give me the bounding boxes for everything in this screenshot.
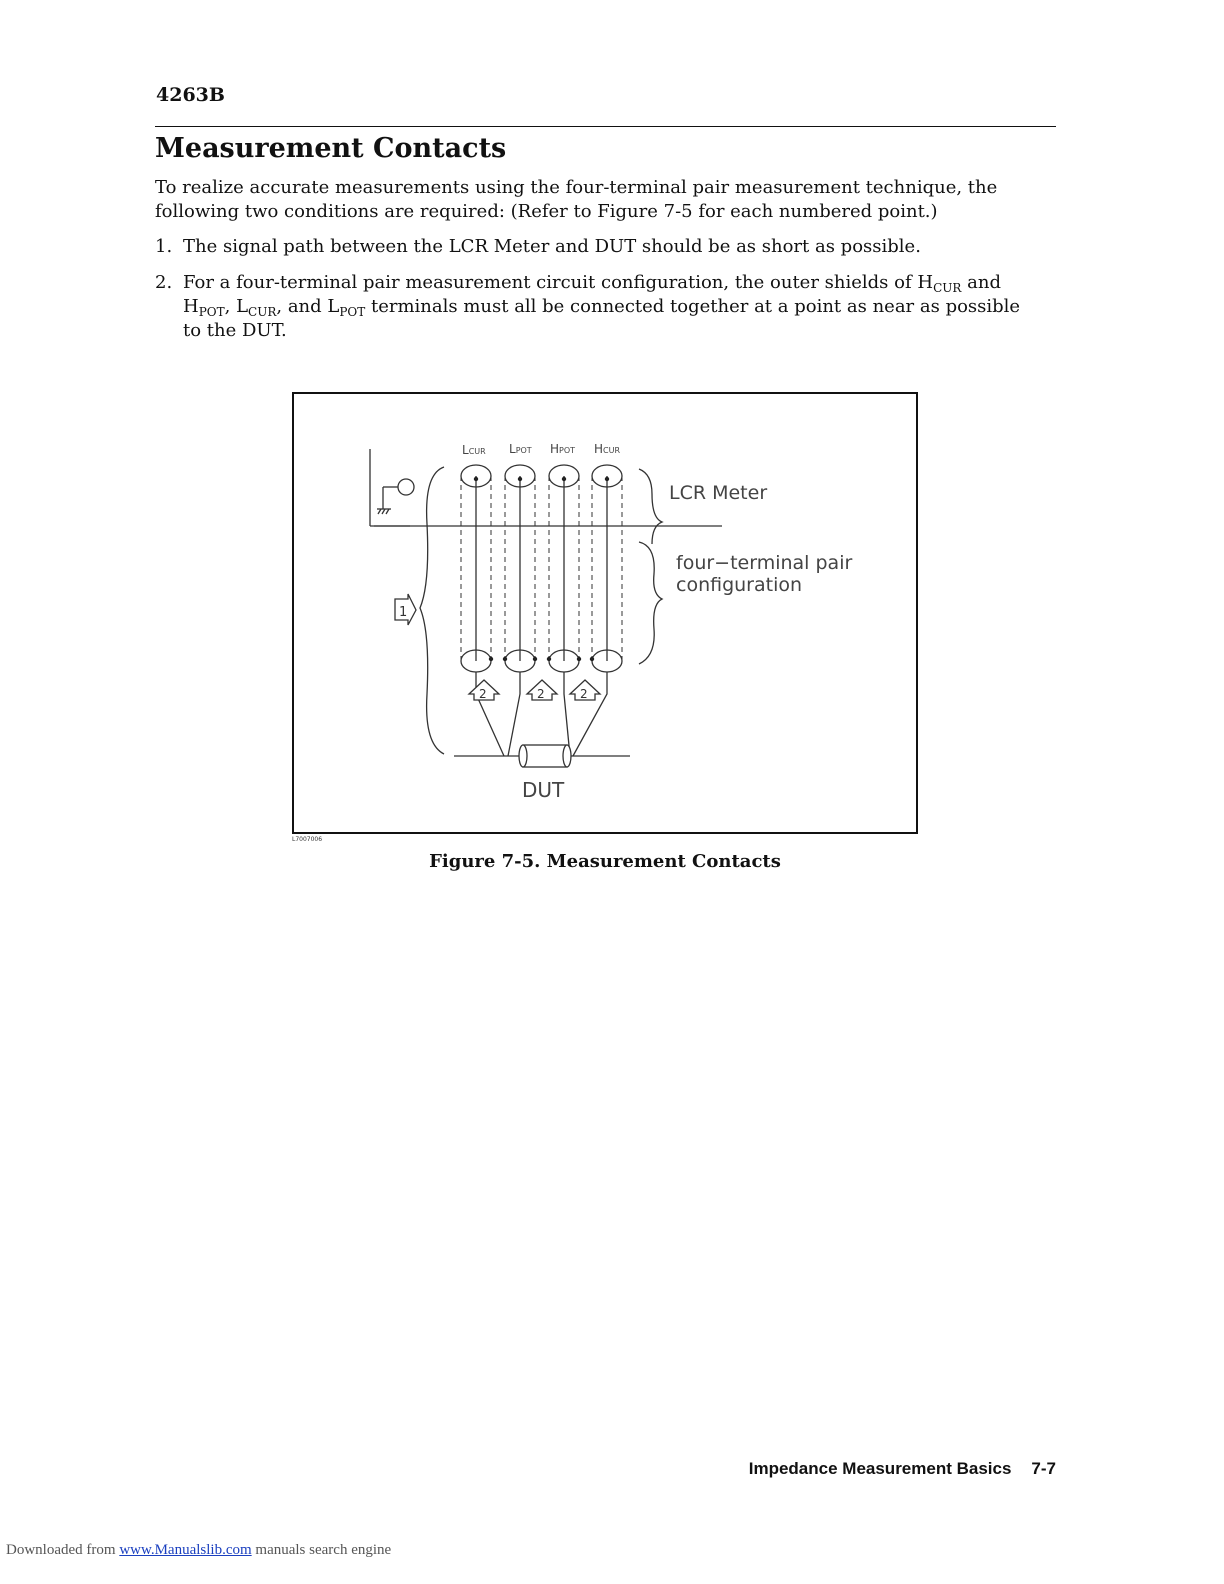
dut-component	[519, 745, 571, 767]
footer-section: Impedance Measurement Basics	[748, 1459, 1012, 1478]
terminal-label: LPOT	[509, 442, 532, 456]
terminal-label: HCUR	[594, 442, 621, 456]
config-label: four−terminal pair	[676, 552, 853, 574]
section-title: Measurement Contacts	[155, 133, 507, 164]
download-note: Downloaded from www.Manualslib.com manuals search engine	[6, 1542, 392, 1558]
list-item-text: For a four-terminal pair measurement circuit configuration, the outer shields of $H_{CUR}$ and $H_{POT}$, $L_{CUR}$, and $L_{POT}$ terminals must all be connected together at a point as near as possible to the DUT.	[183, 272, 1021, 341]
terminal-label: HPOT	[550, 442, 576, 456]
figure-caption: Figure 7-5. Measurement Contacts	[429, 851, 781, 872]
dut-label: DUT	[522, 778, 565, 802]
config-brace	[639, 542, 662, 664]
list-item	[155, 271, 1043, 343]
svg-text:2: 2	[479, 687, 487, 701]
intro-paragraph: To realize accurate measurements using the four-terminal pair measurement technique, the following two conditions are required: (Refer to Figure 7-5 for each numbered point.)	[155, 177, 998, 222]
svg-text:2: 2	[537, 687, 545, 701]
list-item-number: 2.	[155, 272, 173, 293]
meter-brace	[639, 469, 662, 544]
svg-text:2: 2	[580, 687, 588, 701]
header-rule	[155, 126, 1056, 127]
measurement-contacts-diagram	[294, 394, 916, 832]
terminal-label: LCUR	[462, 443, 486, 457]
marker-2-arrow-icon	[570, 680, 600, 701]
page-footer	[749, 1459, 1056, 1479]
model-number: 4263B	[156, 84, 225, 106]
lcr-meter-label: LCR Meter	[669, 482, 768, 504]
ground-icon	[370, 449, 414, 526]
figure-code: L7007006	[292, 836, 323, 843]
page-number: 7-7	[1031, 1459, 1056, 1478]
marker-2-arrow-icon	[527, 680, 557, 701]
config-label: configuration	[676, 574, 803, 596]
manualslib-link[interactable]: www.Manualslib.com	[119, 1542, 252, 1558]
list-item-text: The signal path between the LCR Meter and DUT should be as short as possible.	[183, 236, 921, 257]
svg-text:1: 1	[399, 605, 408, 620]
list-item	[155, 235, 1043, 259]
figure-measurement-contacts	[292, 392, 918, 834]
left-brace	[420, 467, 444, 754]
list-item-number: 1.	[155, 236, 173, 257]
marker-1-arrow-icon	[395, 594, 416, 625]
marker-2-arrow-icon	[469, 680, 499, 701]
